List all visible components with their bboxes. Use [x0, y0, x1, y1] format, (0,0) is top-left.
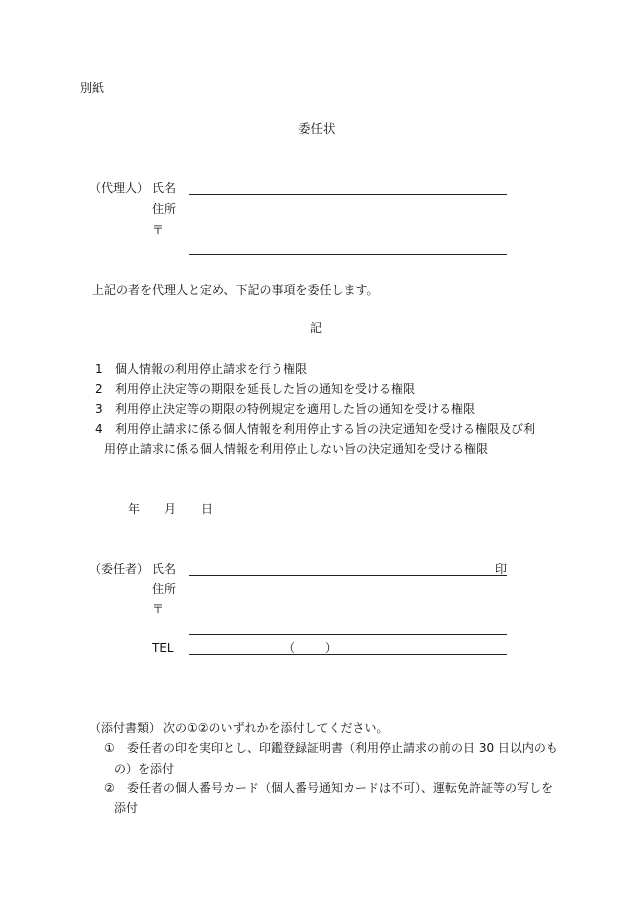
tel-label: TEL [152, 641, 174, 655]
option-text: 委任者の個人番号カード（個人番号通知カードは不可）、運転免許証等の写しを [127, 781, 554, 795]
item-number: 4 [95, 422, 103, 436]
option-text-continuation: の）を添付 [114, 762, 175, 776]
tel-paren-open: （ [283, 641, 296, 655]
seal-mark: 印 [495, 562, 508, 576]
item-text: 個人情報の利用停止請求を行う権限 [115, 362, 308, 376]
option-text-continuation: 添付 [114, 801, 139, 815]
principal-name-label: 氏名 [152, 562, 177, 576]
item-text: 利用停止請求に係る個人情報を利用停止する旨の決定通知を受ける権限及び利 [115, 422, 536, 436]
attachments-label: （添付書類） [89, 721, 162, 735]
delegation-statement: 上記の者を代理人と定め、下記の事項を委任します。 [92, 283, 379, 297]
agent-address-label: 住所 [152, 202, 177, 216]
item-number: 3 [95, 402, 103, 416]
option-text: 委任者の印を実印とし、印鑑登録証明書（利用停止請求の前の日 30 日以内のも [127, 741, 558, 755]
item-text-continuation: 用停止請求に係る個人情報を利用停止しない旨の決定通知を受ける権限 [104, 442, 489, 456]
date-year: 年 [128, 502, 141, 516]
attachments-instruction: 次の①②のいずれかを添付してください。 [163, 721, 389, 735]
agent-address-line[interactable] [189, 254, 507, 255]
document-title: 委任状 [298, 121, 336, 136]
item-text: 利用停止決定等の期限を延長した旨の通知を受ける権限 [115, 382, 416, 396]
attachment-label: 別紙 [80, 81, 105, 95]
agent-label: （代理人） [89, 181, 150, 195]
tel-line[interactable] [189, 654, 507, 655]
item-text: 利用停止決定等の期限の特例規定を適用した旨の通知を受ける権限 [115, 402, 476, 416]
principal-postal-mark: 〒 [152, 602, 165, 616]
item-number: 1 [95, 362, 103, 376]
tel-paren-close: ） [325, 641, 338, 655]
option-mark: ② [104, 781, 115, 795]
date-day: 日 [201, 502, 214, 516]
principal-address-label: 住所 [152, 582, 177, 596]
agent-postal-mark: 〒 [152, 223, 165, 237]
ki-heading: 記 [310, 321, 323, 335]
item-number: 2 [95, 382, 103, 396]
agent-name-label: 氏名 [152, 181, 177, 195]
date-month: 月 [164, 502, 177, 516]
option-mark: ① [104, 741, 115, 755]
principal-address-line[interactable] [189, 634, 507, 635]
agent-name-line[interactable] [189, 194, 507, 195]
principal-name-line[interactable] [189, 575, 507, 576]
principal-label: （委任者） [89, 562, 150, 576]
